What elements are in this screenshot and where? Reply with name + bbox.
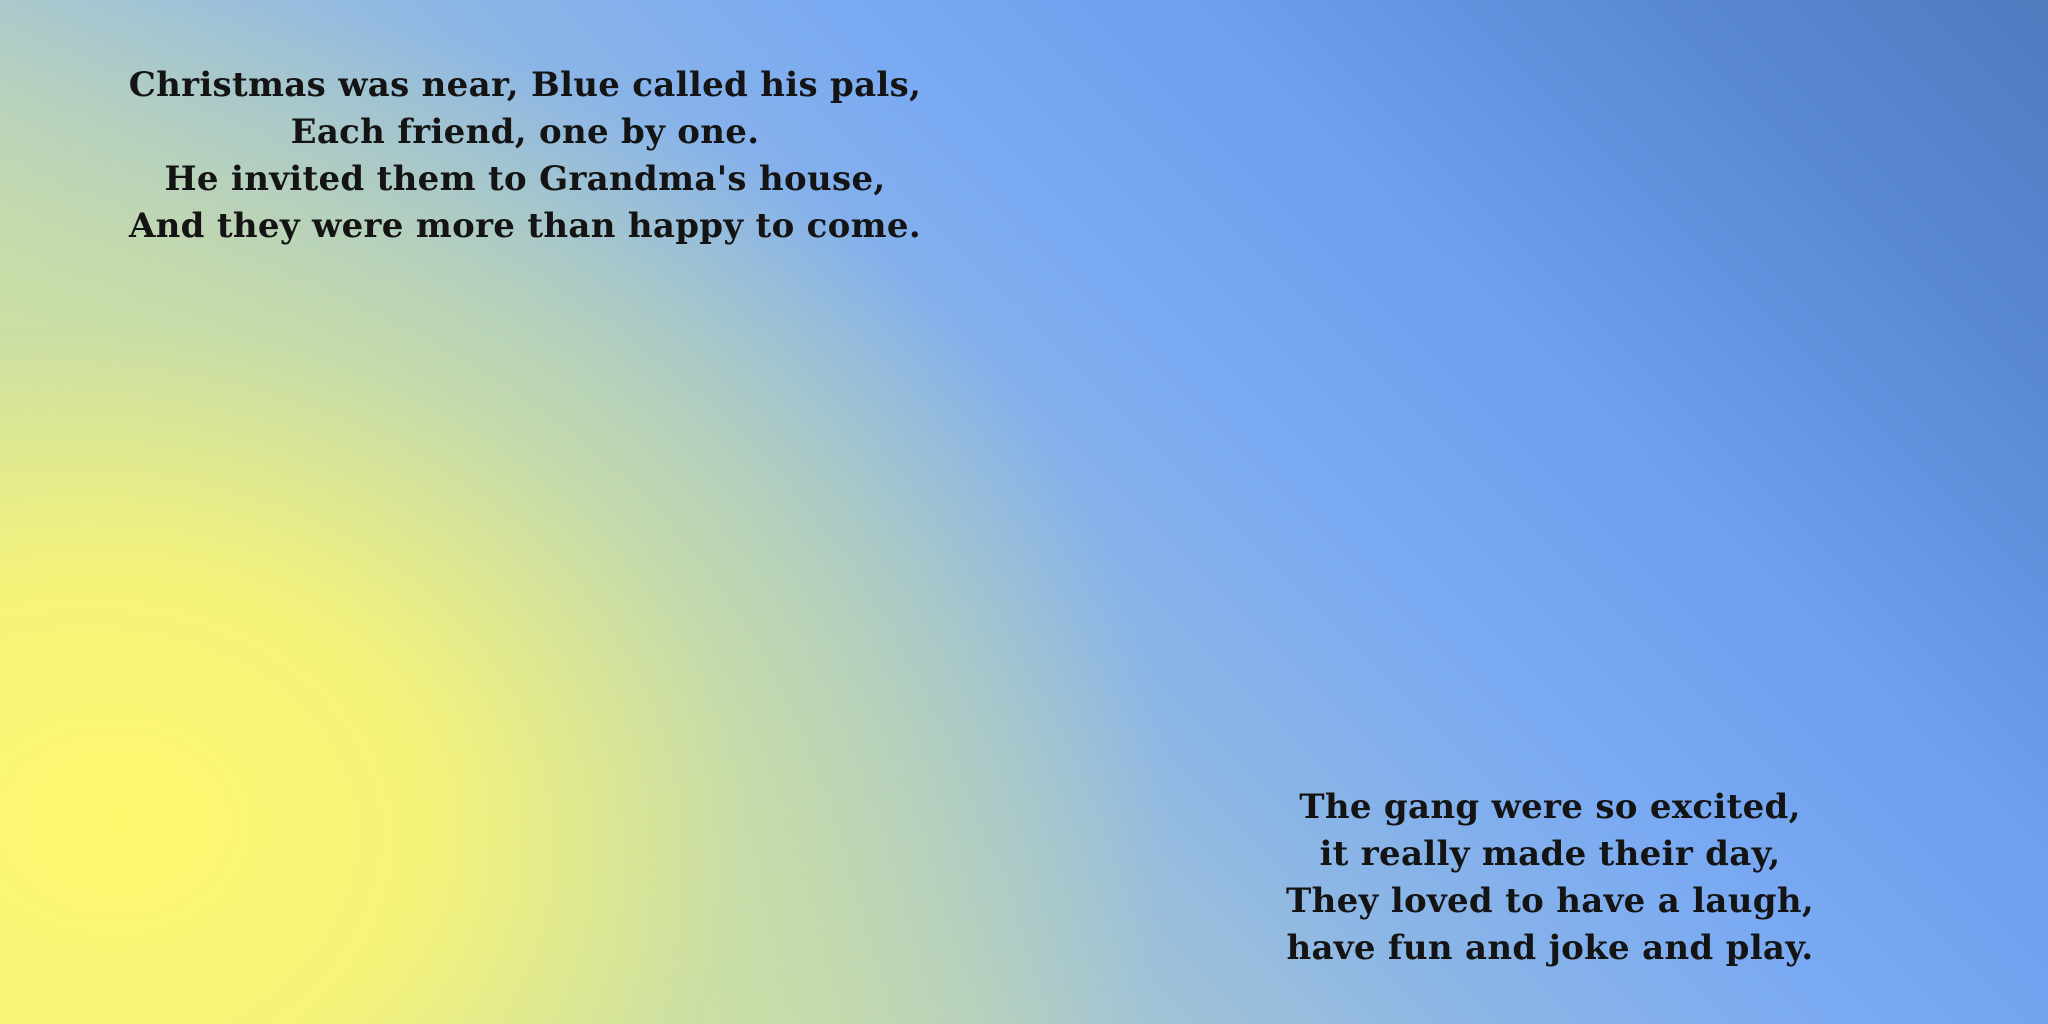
left-verse <box>110 62 940 250</box>
right-verse-line-3: They loved to have a laugh, <box>1286 881 1814 921</box>
right-verse-line-1: The gang were so excited, <box>1299 787 1801 827</box>
right-verse-line-4: have fun and joke and play. <box>1286 928 1814 968</box>
left-verse-line-1: Christmas was near, Blue called his pals, <box>128 65 922 105</box>
left-verse-line-4: And they were more than happy to come. <box>128 206 922 246</box>
left-verse-line-2: Each friend, one by one. <box>290 112 760 152</box>
left-verse-line-3: He invited them to Grandma's house, <box>164 159 886 199</box>
right-verse <box>1240 784 1860 972</box>
right-verse-line-2: it really made their day, <box>1319 834 1781 874</box>
